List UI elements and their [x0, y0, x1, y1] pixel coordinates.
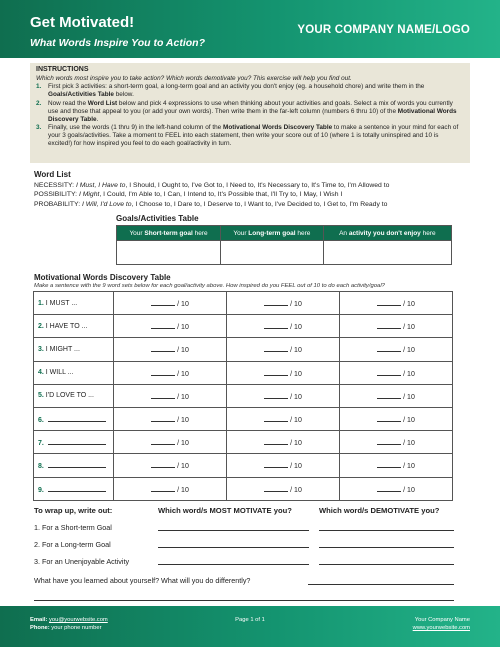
- short-term-goal-cell[interactable]: [117, 241, 221, 265]
- score-blank[interactable]: [151, 484, 175, 492]
- long-term-goal-cell[interactable]: [221, 241, 324, 265]
- score-blank[interactable]: [377, 391, 401, 399]
- step-text: below and pick 4 expressions to use when thinking about your activities and goals. Select a mix of words you currently use and those that appeal to you (or add your own words). Then write them in the far-left column (numbers 6 thru 10) of the: [48, 99, 453, 115]
- row-number: 1.: [38, 299, 44, 307]
- word-blank-line[interactable]: [48, 484, 106, 492]
- long-term-most-line[interactable]: [158, 547, 309, 548]
- score-blank[interactable]: [151, 414, 175, 422]
- score-suffix: / 10: [403, 486, 415, 494]
- score-cell[interactable]: [340, 407, 453, 430]
- score-cell[interactable]: [114, 384, 227, 407]
- score-blank[interactable]: [377, 437, 401, 445]
- phone-label: Phone:: [30, 624, 50, 631]
- discovery-row: [34, 407, 453, 430]
- instruction-step: [36, 100, 464, 125]
- word-phrase: I WILL ...: [45, 369, 74, 377]
- instructions-box: [30, 63, 470, 163]
- score-cell[interactable]: [340, 454, 453, 477]
- word-list: [34, 181, 474, 209]
- score-blank[interactable]: [264, 321, 288, 329]
- wrap-item-short-term: 1. For a Short-term Goal: [34, 523, 112, 532]
- score-blank[interactable]: [151, 368, 175, 376]
- score-blank[interactable]: [264, 414, 288, 422]
- step-text: First pick 3 activities: a short-term goal, a long-term goal and an activity you don't enjoy (eg. a household chore) and write them in the: [48, 83, 425, 91]
- row-number: 6.: [38, 417, 44, 425]
- discovery-word-cell[interactable]: [34, 454, 114, 477]
- score-suffix: / 10: [177, 370, 189, 378]
- word-phrase: I'D LOVE TO ...: [45, 392, 94, 400]
- score-suffix: / 10: [290, 301, 302, 309]
- goals-header-bold: Long-term goal: [248, 229, 296, 237]
- step-number: 3.: [36, 124, 42, 132]
- instructions-steps: [36, 83, 464, 149]
- instructions-heading: INSTRUCTIONS: [36, 66, 89, 73]
- score-cell[interactable]: [340, 431, 453, 454]
- score-suffix: / 10: [177, 486, 189, 494]
- goals-header-post: here: [420, 229, 436, 237]
- short-term-de-line[interactable]: [319, 530, 454, 531]
- goals-header-pre: Your: [233, 229, 249, 237]
- score-suffix: / 10: [177, 301, 189, 309]
- score-blank[interactable]: [264, 344, 288, 352]
- page-header: [0, 0, 500, 58]
- demotivate-heading: Which word/s DEMOTIVATE you?: [319, 506, 440, 515]
- row-number: 5.: [38, 392, 44, 400]
- step-number: 2.: [36, 99, 42, 107]
- score-suffix: / 10: [177, 324, 189, 332]
- word-list-row: [34, 181, 474, 190]
- score-suffix: / 10: [177, 393, 189, 401]
- step-emphasis: Word List: [87, 99, 118, 107]
- score-blank[interactable]: [377, 321, 401, 329]
- instruction-step: [36, 124, 464, 149]
- score-blank[interactable]: [264, 391, 288, 399]
- score-suffix: / 10: [177, 463, 189, 471]
- step-text: .: [96, 115, 99, 123]
- goals-header-pre: An: [339, 229, 349, 237]
- most-motivate-heading: Which word/s MOST MOTIVATE you?: [158, 506, 292, 515]
- step-emphasis: Goals/Activities Table: [48, 91, 114, 99]
- score-suffix: / 10: [403, 417, 415, 425]
- score-blank[interactable]: [377, 414, 401, 422]
- word-blank-line[interactable]: [48, 437, 106, 445]
- goals-header-post: here: [192, 229, 208, 237]
- score-cell[interactable]: [340, 315, 453, 338]
- score-cell[interactable]: [340, 477, 453, 500]
- score-suffix: / 10: [290, 393, 302, 401]
- discovery-row: [34, 477, 453, 500]
- word-rest: , I Should, I Ought to, I've Got to, I Need to, It's Necessary to, It's Time to, I'm Allowed to: [125, 182, 390, 189]
- word-category-label: NECESSITY:: [34, 182, 75, 189]
- step-text: to make a sentence in your mind for each of your 3 goals/activities. Take a moment to FEEL into each statement, then write your score out of 10 (where 1 is totally uninspired and 10 is excited!) for how inspired you feel to do each goal/activity in turn.: [48, 124, 459, 148]
- discovery-word-cell[interactable]: [34, 477, 114, 500]
- discovery-row: [34, 384, 453, 407]
- score-suffix: / 10: [290, 324, 302, 332]
- score-suffix: / 10: [290, 486, 302, 494]
- word-blank-line[interactable]: [48, 460, 106, 468]
- score-blank[interactable]: [151, 344, 175, 352]
- score-cell[interactable]: [227, 315, 340, 338]
- email-label: Email:: [30, 617, 48, 623]
- score-cell[interactable]: [114, 315, 227, 338]
- discovery-table: [33, 291, 453, 501]
- score-cell[interactable]: [227, 292, 340, 315]
- score-blank[interactable]: [377, 298, 401, 306]
- word-phrase: I MUST ...: [45, 299, 78, 307]
- goals-header-pre: Your: [129, 229, 145, 237]
- score-cell[interactable]: [340, 338, 453, 361]
- word-blank-line[interactable]: [48, 414, 106, 422]
- word-rest: , I Could, I'm Able to, I Can, I Intend to, It's Possible that, I'll Try to, I May, I Wish I: [99, 191, 343, 199]
- goals-header-cell: [323, 226, 451, 241]
- reflection-question: What have you learned about yourself? What will you do differently?: [34, 576, 251, 585]
- goals-table-title: Goals/Activities Table: [116, 214, 199, 223]
- long-term-de-line[interactable]: [319, 547, 454, 548]
- wrap-item-unenjoyable: 3. For an Unenjoyable Activity: [34, 557, 130, 566]
- score-cell[interactable]: [227, 431, 340, 454]
- score-blank[interactable]: [377, 368, 401, 376]
- score-cell[interactable]: [114, 292, 227, 315]
- score-blank[interactable]: [151, 391, 175, 399]
- score-blank[interactable]: [377, 484, 401, 492]
- score-blank[interactable]: [151, 298, 175, 306]
- score-suffix: / 10: [403, 370, 415, 378]
- word-highlight: I Might: [78, 191, 100, 199]
- score-blank[interactable]: [264, 437, 288, 445]
- unenjoyable-activity-cell[interactable]: [323, 241, 451, 265]
- step-number: 1.: [36, 83, 42, 91]
- score-blank[interactable]: [151, 321, 175, 329]
- wrap-item-long-term: 2. For a Long-term Goal: [34, 540, 111, 549]
- step-text: Now read the: [48, 99, 88, 107]
- score-blank[interactable]: [377, 344, 401, 352]
- word-rest: , I Choose to, I Dare to, I Deserve to, I Want to, I've Decided to, I Get to, I'm Ready to: [131, 200, 388, 208]
- discovery-row: [34, 361, 453, 384]
- instructions-intro: Which words most inspire you to take action? Which words demotivate you? This exercise will help you find out.: [36, 74, 352, 82]
- word-phrase: I HAVE TO ...: [45, 322, 88, 330]
- website-link[interactable]: www.yourwebsite.com: [412, 624, 470, 631]
- score-cell[interactable]: [227, 454, 340, 477]
- score-suffix: / 10: [290, 463, 302, 471]
- score-cell[interactable]: [227, 361, 340, 384]
- page-subtitle: What Words Inspire You to Action?: [30, 37, 205, 49]
- score-blank[interactable]: [264, 368, 288, 376]
- word-list-row: [34, 200, 474, 209]
- score-cell[interactable]: [227, 338, 340, 361]
- score-cell[interactable]: [114, 454, 227, 477]
- row-number: 9.: [38, 486, 44, 494]
- discovery-row: [34, 338, 453, 361]
- score-suffix: / 10: [403, 440, 415, 448]
- unenjoyable-most-line[interactable]: [158, 564, 309, 565]
- score-blank[interactable]: [264, 460, 288, 468]
- instruction-step: [36, 83, 464, 99]
- score-suffix: / 10: [177, 440, 189, 448]
- row-number: 3.: [38, 345, 44, 353]
- score-cell[interactable]: [114, 431, 227, 454]
- discovery-word-cell: [34, 315, 114, 338]
- discovery-word-cell: [34, 361, 114, 384]
- score-suffix: / 10: [290, 347, 302, 355]
- word-highlight: I Will, I'd Love to: [81, 200, 132, 208]
- score-suffix: / 10: [290, 370, 302, 378]
- company-logo-text: YOUR COMPANY NAME/LOGO: [297, 24, 470, 36]
- discovery-row: [34, 292, 453, 315]
- score-cell[interactable]: [340, 384, 453, 407]
- score-cell[interactable]: [340, 361, 453, 384]
- discovery-word-cell[interactable]: [34, 431, 114, 454]
- discovery-table-title: Motivational Words Discovery Table: [34, 273, 171, 282]
- word-category-label: PROBABILITY:: [34, 200, 81, 208]
- wrap-up-title: To wrap up, write out:: [34, 506, 113, 515]
- row-number: 2.: [38, 322, 44, 330]
- discovery-word-cell: [34, 292, 114, 315]
- discovery-table-subtitle: Make a sentence with the 9 word sets below for each goal/activity above. How inspired do you FEEL out of 10 to do each activity/goal?: [34, 283, 385, 289]
- score-suffix: / 10: [177, 417, 189, 425]
- footer-company-name: Your Company Name: [414, 617, 470, 623]
- score-suffix: / 10: [403, 393, 415, 401]
- step-emphasis: Motivational Words Discovery Table: [223, 124, 333, 132]
- score-blank[interactable]: [264, 298, 288, 306]
- goals-header-post: here: [295, 229, 311, 237]
- goals-header-cell: [221, 226, 324, 241]
- score-cell[interactable]: [227, 384, 340, 407]
- goals-table: [116, 225, 452, 265]
- score-blank[interactable]: [151, 437, 175, 445]
- score-suffix: / 10: [403, 463, 415, 471]
- score-blank[interactable]: [151, 460, 175, 468]
- score-cell[interactable]: [227, 477, 340, 500]
- discovery-word-cell: [34, 338, 114, 361]
- row-number: 8.: [38, 463, 44, 471]
- goals-header-cell: [117, 226, 221, 241]
- phone-number: your phone number: [51, 624, 102, 631]
- word-list-title: Word List: [34, 170, 71, 179]
- score-suffix: / 10: [177, 347, 189, 355]
- score-suffix: / 10: [403, 324, 415, 332]
- step-text: Finally, use the words (1 thru 9) in the left-hand column of the: [48, 124, 224, 132]
- page-footer: [0, 606, 500, 647]
- word-highlight: I Must, I Have to: [75, 182, 126, 189]
- discovery-row: [34, 454, 453, 477]
- score-cell[interactable]: [114, 338, 227, 361]
- score-suffix: / 10: [403, 301, 415, 309]
- goals-header-bold: activity you don't enjoy: [348, 229, 421, 237]
- page-title: Get Motivated!: [30, 14, 135, 31]
- reflection-line-1[interactable]: [308, 584, 454, 585]
- unenjoyable-de-line[interactable]: [319, 564, 454, 565]
- discovery-row: [34, 431, 453, 454]
- score-cell[interactable]: [114, 361, 227, 384]
- word-category-label: POSSIBILITY:: [34, 191, 78, 199]
- word-phrase: I MIGHT ...: [45, 345, 80, 353]
- score-suffix: / 10: [290, 417, 302, 425]
- word-list-row: [34, 190, 474, 199]
- footer-company: [413, 617, 470, 633]
- step-emphasis: Motivational Words Discovery Table: [48, 107, 457, 123]
- score-cell[interactable]: [227, 407, 340, 430]
- reflection-line-2[interactable]: [34, 600, 454, 601]
- step-text: below.: [113, 91, 134, 99]
- discovery-row: [34, 315, 453, 338]
- score-cell[interactable]: [340, 292, 453, 315]
- discovery-word-cell: [34, 384, 114, 407]
- score-blank[interactable]: [377, 460, 401, 468]
- score-blank[interactable]: [264, 484, 288, 492]
- score-cell[interactable]: [114, 477, 227, 500]
- short-term-most-line[interactable]: [158, 530, 309, 531]
- score-suffix: / 10: [290, 440, 302, 448]
- discovery-word-cell[interactable]: [34, 407, 114, 430]
- goals-header-bold: Short-term goal: [144, 229, 193, 237]
- row-number: 7.: [38, 440, 44, 448]
- page-number: Page 1 of 1: [235, 617, 265, 623]
- score-suffix: / 10: [403, 347, 415, 355]
- score-cell[interactable]: [114, 407, 227, 430]
- row-number: 4.: [38, 369, 44, 377]
- email-link[interactable]: you@yourwebsite.com: [49, 617, 108, 623]
